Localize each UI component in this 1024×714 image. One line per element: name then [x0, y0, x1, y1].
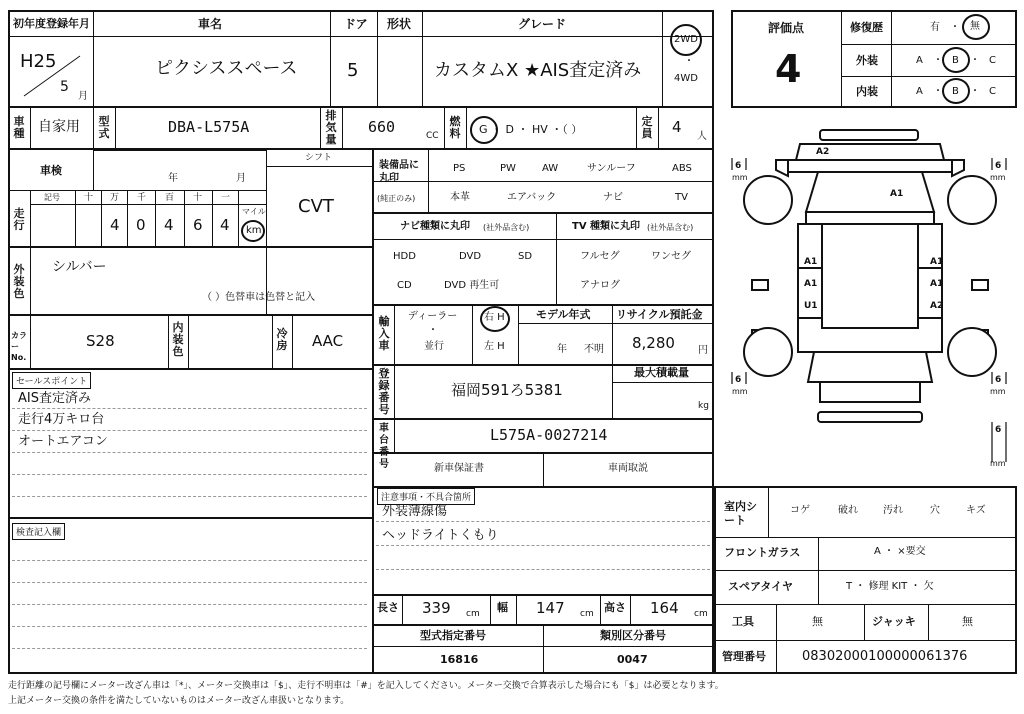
tire-depth-rl: 6	[735, 375, 742, 385]
check-label: 検査記入欄	[12, 523, 65, 540]
mileage-col-1: 十	[84, 193, 94, 203]
mileage-col-2: 万	[110, 193, 120, 203]
interior-item-yogore: 汚れ	[883, 505, 903, 516]
tire-depth-spare: 6	[995, 425, 1002, 435]
score-value: 4	[775, 47, 802, 91]
model-label: 型式	[98, 115, 110, 140]
import-dealer: ディーラー	[408, 311, 458, 322]
mileage-col-6: 一	[221, 193, 231, 203]
width: 147	[536, 599, 565, 617]
nav-label: ナビ種類に丸印	[400, 221, 470, 232]
damage-mark-right-fender: A1	[930, 257, 944, 267]
equipment-sub: (純正のみ)	[377, 194, 416, 203]
tire-unit-fl: mm	[732, 173, 748, 182]
interior-sep2: ・	[970, 86, 980, 97]
capacity: 4	[672, 118, 682, 136]
interior-item-ana: 穴	[930, 505, 940, 516]
interior-color-label: 内装色	[172, 321, 184, 358]
tire-unit-rl: mm	[732, 387, 748, 396]
max-load-unit: kg	[698, 401, 709, 411]
interior-label: 内装	[856, 85, 878, 98]
equip-tv: TV	[675, 192, 688, 203]
ac: AAC	[312, 332, 344, 350]
drive-separator: ・	[684, 56, 694, 67]
nav-dvd-play: DVD 再生可	[444, 280, 500, 291]
windshield-label: フロントガラス	[724, 546, 801, 559]
score-label: 評価点	[768, 21, 805, 35]
nav-cd: CD	[397, 280, 412, 291]
displacement-unit: CC	[426, 131, 439, 141]
class-label: 類別区分番号	[600, 629, 666, 642]
shift-label: シフト	[305, 153, 333, 163]
spare-label: スペアタイヤ	[728, 580, 794, 593]
equip-airbag: エアバック	[507, 192, 557, 203]
chassis-label: 車台番号	[379, 423, 389, 470]
right-hand: 右 H	[484, 312, 505, 323]
model-year-unit: 年	[557, 344, 567, 355]
left-hand: 左 H	[484, 341, 505, 352]
equipment-label: 装備品に丸印	[379, 160, 419, 184]
interior-b: B	[952, 86, 959, 97]
shift: CVT	[298, 196, 334, 217]
import-sep: ・	[428, 325, 438, 336]
import-parallel: 並行	[424, 341, 444, 352]
drive-4wd: 4WD	[674, 73, 698, 84]
length-label: 長さ	[377, 601, 399, 614]
tv-oneseg: ワンセグ	[651, 251, 691, 262]
mileage-digit-1: 4	[110, 216, 120, 234]
repair-yes: 有	[930, 22, 940, 33]
nav-sub: (社外品含む)	[483, 223, 530, 232]
interior-c: C	[989, 86, 996, 97]
sales-line-3: オートエアコン	[18, 434, 108, 449]
displacement-label: 排気量	[325, 109, 337, 146]
equip-pw: PW	[500, 163, 516, 174]
mileage-unit-mile: マイル	[242, 207, 266, 216]
model-year-label: モデル年式	[536, 308, 591, 321]
tire-unit-rr: mm	[990, 387, 1006, 396]
nav-dvd: DVD	[459, 251, 482, 262]
type-spec: 16816	[440, 653, 479, 666]
color-label: 外装色	[13, 263, 25, 300]
mgmt-label: 管理番号	[722, 650, 766, 663]
equip-aw: AW	[542, 163, 559, 174]
shaken-label: 車検	[40, 164, 62, 177]
fuel-label: 燃料	[449, 115, 461, 140]
notes-label: 注意事項・不具合箇所	[377, 488, 475, 505]
recycle: 8,280	[632, 334, 675, 352]
mileage-digit-4: 6	[193, 216, 203, 234]
max-load-label: 最大積載量	[634, 366, 689, 379]
mgmt-number: 08302000100000061376	[802, 649, 968, 664]
equip-sunroof: サンルーフ	[587, 163, 636, 174]
mileage-label: 走行	[13, 207, 25, 232]
tire-unit-fr: mm	[990, 173, 1006, 182]
width-label: 幅	[497, 601, 508, 614]
jack: 無	[962, 615, 973, 628]
drive-2wd: 2WD	[674, 34, 698, 45]
car-name: ピクシススペース	[155, 58, 298, 79]
grade-label: グレード	[518, 17, 567, 31]
grade: カスタムX ★AIS査定済み	[434, 60, 642, 81]
width-unit: cm	[580, 609, 594, 619]
tv-label: TV 種類に丸印	[572, 221, 641, 232]
registration-label: 登録番号	[378, 367, 390, 416]
ac-label: 冷房	[276, 327, 288, 352]
length: 339	[422, 599, 451, 617]
tv-analog: アナログ	[580, 280, 620, 291]
equip-navi: ナビ	[603, 192, 623, 203]
interior-a: A	[916, 86, 923, 97]
capacity-label: 定員	[641, 115, 653, 140]
sales-line-2: 走行4万キロ台	[18, 412, 105, 427]
doors-label: ドア	[344, 17, 368, 31]
mileage-col-0: 記号	[44, 193, 60, 202]
footer-line-2: 上記メーター交換の条件を満たしていないものはメーター改ざん車扱いとなります。	[8, 696, 350, 706]
nav-sd: SD	[518, 251, 533, 262]
interior-sep1: ・	[933, 86, 943, 97]
first-reg-month: 5	[60, 79, 69, 95]
tools-label: 工具	[732, 615, 754, 628]
height-label: 高さ	[604, 601, 626, 614]
tire-depth-fl: 6	[735, 161, 742, 171]
height-unit: cm	[694, 609, 708, 619]
mileage-col-5: 十	[193, 193, 203, 203]
damage-mark-hood: A1	[890, 189, 904, 199]
repair-no: 無	[970, 21, 980, 32]
damage-mark-left-front-door: A1	[804, 279, 818, 289]
interior-item-kizu: キズ	[966, 505, 986, 516]
equip-ps: PS	[453, 163, 466, 174]
first-reg-era: H25	[20, 51, 57, 72]
mileage-col-3: 千	[137, 193, 147, 203]
damage-mark-left-rear-door: U1	[804, 301, 818, 311]
tire-depth-rr: 6	[995, 375, 1002, 385]
displacement: 660	[368, 118, 396, 136]
interior-item-yabure: 破れ	[838, 505, 858, 516]
exterior-sep1: ・	[933, 55, 943, 66]
interior-sheet-label: 室内シート	[724, 500, 757, 527]
windshield-options: A ・ ×要交	[874, 546, 926, 557]
import-label: 輸入車	[378, 315, 390, 352]
usage-label: 車種	[13, 115, 25, 140]
tools: 無	[812, 615, 823, 628]
height: 164	[650, 599, 679, 617]
nav-hdd: HDD	[393, 251, 416, 262]
recycle-label: リサイクル預託金	[616, 308, 703, 321]
doors: 5	[347, 60, 359, 81]
equip-leather: 本革	[450, 192, 470, 203]
exterior-c: C	[989, 55, 996, 66]
damage-mark-right-front-door: A1	[930, 279, 944, 289]
mileage-unit-km: km	[246, 225, 262, 236]
tv-fullseg: フルセグ	[580, 251, 620, 262]
chassis: L575A-0027214	[490, 426, 608, 444]
color-code-label: カラーNo.	[11, 331, 27, 362]
fuel-options: G ・ D ・ HV ・（ ）	[479, 123, 583, 136]
mileage-digit-5: 4	[220, 216, 230, 234]
shaken-year-unit: 年	[168, 173, 178, 184]
jack-label: ジャッキ	[872, 615, 916, 628]
sales-label: セールスポイント	[12, 372, 91, 389]
model-year-unknown: 不明	[584, 344, 604, 355]
exterior-sep2: ・	[970, 55, 980, 66]
warranty: 新車保証書	[434, 463, 484, 474]
exterior-label: 外装	[856, 54, 878, 67]
car-diagram	[722, 120, 1018, 480]
sales-line-1: AIS査定済み	[18, 391, 91, 406]
recycle-unit: 円	[698, 345, 708, 356]
color-code: S28	[86, 332, 115, 350]
footer-line-1: 走行距離の記号欄にメーター改ざん車は「*」、メーター交換車は「$」、走行不明車は「#」を記入してください。メーター交換で合算表示した場合にも「$」は必要となります。	[8, 681, 724, 691]
repair-label: 修復歴	[850, 21, 883, 34]
registration: 福岡591ろ5381	[451, 381, 563, 399]
first-reg-label: 初年度登録年月	[13, 17, 90, 30]
class: 0047	[617, 653, 648, 666]
first-reg-month-unit: 月	[78, 91, 88, 102]
shaken-month-unit: 月	[236, 173, 246, 184]
manual: 車両取説	[608, 463, 648, 474]
shape-label: 形状	[387, 17, 412, 31]
damage-mark-left-fender: A1	[804, 257, 818, 267]
tire-depth-fr: 6	[995, 161, 1002, 171]
notes-line-2: ヘッドライトくもり	[382, 528, 499, 543]
tire-unit-spare: mm	[990, 459, 1006, 468]
model: DBA-L575A	[168, 118, 250, 136]
exterior-a: A	[916, 55, 923, 66]
notes-line-1: 外装薄線傷	[382, 504, 448, 519]
car-name-label: 車名	[198, 17, 223, 31]
color-value: シルバー	[52, 259, 107, 275]
capacity-unit: 人	[697, 131, 707, 142]
damage-mark-front-bumper: A2	[816, 147, 830, 157]
damage-mark-right-rear-door: A2	[930, 301, 944, 311]
mileage-digit-2: 0	[136, 216, 146, 234]
color-note: （ ）色替車は色替と記入	[202, 292, 316, 303]
mileage-digit-3: 4	[164, 216, 174, 234]
exterior-b: B	[952, 55, 959, 66]
equip-abs: ABS	[672, 163, 692, 174]
mileage-col-4: 百	[165, 193, 175, 203]
repair-sep: ・	[950, 22, 960, 33]
length-unit: cm	[466, 609, 480, 619]
spare-options: T ・ 修理 KIT ・ 欠	[846, 581, 934, 592]
usage: 自家用	[38, 119, 80, 135]
interior-item-koge: コゲ	[790, 505, 810, 516]
tv-sub: (社外品含む)	[647, 223, 694, 232]
type-spec-label: 型式指定番号	[420, 629, 486, 642]
